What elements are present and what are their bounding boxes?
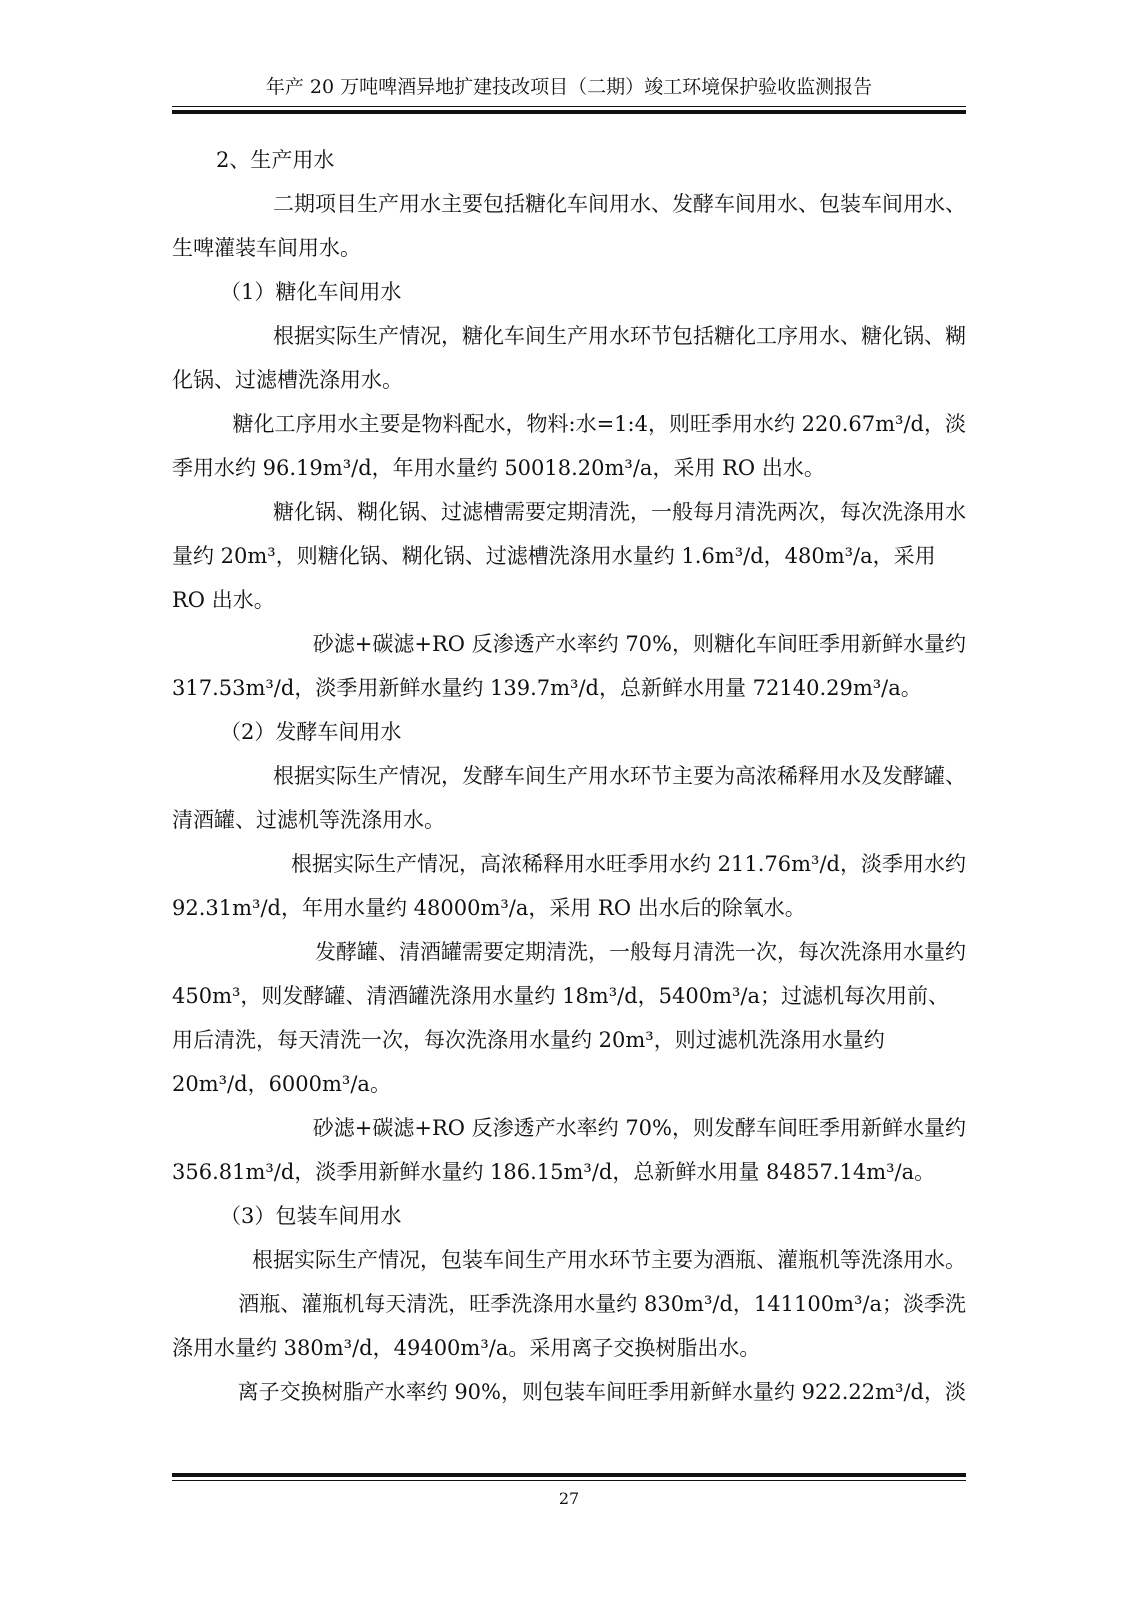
paragraph-line: 量约 20m³，则糖化锅、糊化锅、过滤槽洗涤用水量约 1.6m³/d，480m³/a，采用 [172,544,936,568]
header-divider-thick [172,110,966,114]
footer-divider-thick [172,1473,966,1477]
subsection-heading: （1）糖化车间用水 [220,280,402,304]
paragraph-line: 生啤灌装车间用水。 [172,236,361,260]
paragraph-line: 糖化工序用水主要是物料配水，物料:水=1:4，则旺季用水约 220.67m³/d，淡 [232,412,966,436]
body-text [172,138,966,1414]
paragraph-line: 用后清洗，每天清洗一次，每次洗涤用水量约 20m³，则过滤机洗涤用水量约 [172,1028,885,1052]
paragraph-line: 糖化锅、糊化锅、过滤槽需要定期清洗，一般每月清洗两次，每次洗涤用水 [273,500,966,524]
paragraph-line: 清酒罐、过滤机等洗涤用水。 [172,808,445,832]
paragraph-line: 450m³，则发酵罐、清酒罐洗涤用水量约 18m³/d，5400m³/a；过滤机每次用前、 [172,984,950,1008]
paragraph-line: 二期项目生产用水主要包括糖化车间用水、发酵车间用水、包装车间用水、 [273,192,966,216]
paragraph-line: 季用水约 96.19m³/d，年用水量约 50018.20m³/a，采用 RO 出水。 [172,456,825,480]
paragraph-line: 砂滤+碳滤+RO 反渗透产水率约 70%，则糖化车间旺季用新鲜水量约 [312,632,966,656]
running-header: 年产 20 万吨啤酒异地扩建技改项目（二期）竣工环境保护验收监测报告 [265,76,873,98]
paragraph-line: 涤用水量约 380m³/d，49400m³/a。采用离子交换树脂出水。 [172,1336,761,1360]
page-number: 27 [558,1489,580,1508]
paragraph-line: 20m³/d，6000m³/a。 [172,1072,391,1096]
subsection-heading: （3）包装车间用水 [220,1204,402,1228]
paragraph-line: 356.81m³/d，淡季用新鲜水量约 186.15m³/d，总新鲜水用量 84857.14m³/a。 [172,1160,936,1184]
paragraph-line: 根据实际生产情况，包装车间生产用水环节主要为酒瓶、灌瓶机等洗涤用水。 [252,1248,966,1272]
header-divider-thin [172,106,966,107]
paragraph-line: 酒瓶、灌瓶机每天清洗，旺季洗涤用水量约 830m³/d，141100m³/a；淡季洗 [238,1292,966,1316]
paragraph-line: 根据实际生产情况，糖化车间生产用水环节包括糖化工序用水、糖化锅、糊 [273,324,966,348]
footer-divider-thin [172,1480,966,1481]
paragraph-line: 发酵罐、清酒罐需要定期清洗，一般每月清洗一次，每次洗涤用水量约 [315,940,966,964]
paragraph-line: 砂滤+碳滤+RO 反渗透产水率约 70%，则发酵车间旺季用新鲜水量约 [312,1116,966,1140]
subsection-heading: （2）发酵车间用水 [220,720,402,744]
paragraph-line: RO 出水。 [172,588,275,612]
paragraph-line: 化锅、过滤槽洗涤用水。 [172,368,403,392]
paragraph-line: 根据实际生产情况，发酵车间生产用水环节主要为高浓稀释用水及发酵罐、 [273,764,966,788]
paragraph-line: 离子交换树脂产水率约 90%，则包装车间旺季用新鲜水量约 922.22m³/d，淡 [237,1380,966,1404]
paragraph-line: 317.53m³/d，淡季用新鲜水量约 139.7m³/d，总新鲜水用量 72140.29m³/a。 [172,676,922,700]
paragraph-line: 根据实际生产情况，高浓稀释用水旺季用水约 211.76m³/d，淡季用水约 [290,852,966,876]
paragraph-line: 92.31m³/d，年用水量约 48000m³/a，采用 RO 出水后的除氧水。 [172,896,806,920]
section-heading: 2、生产用水 [216,148,335,172]
